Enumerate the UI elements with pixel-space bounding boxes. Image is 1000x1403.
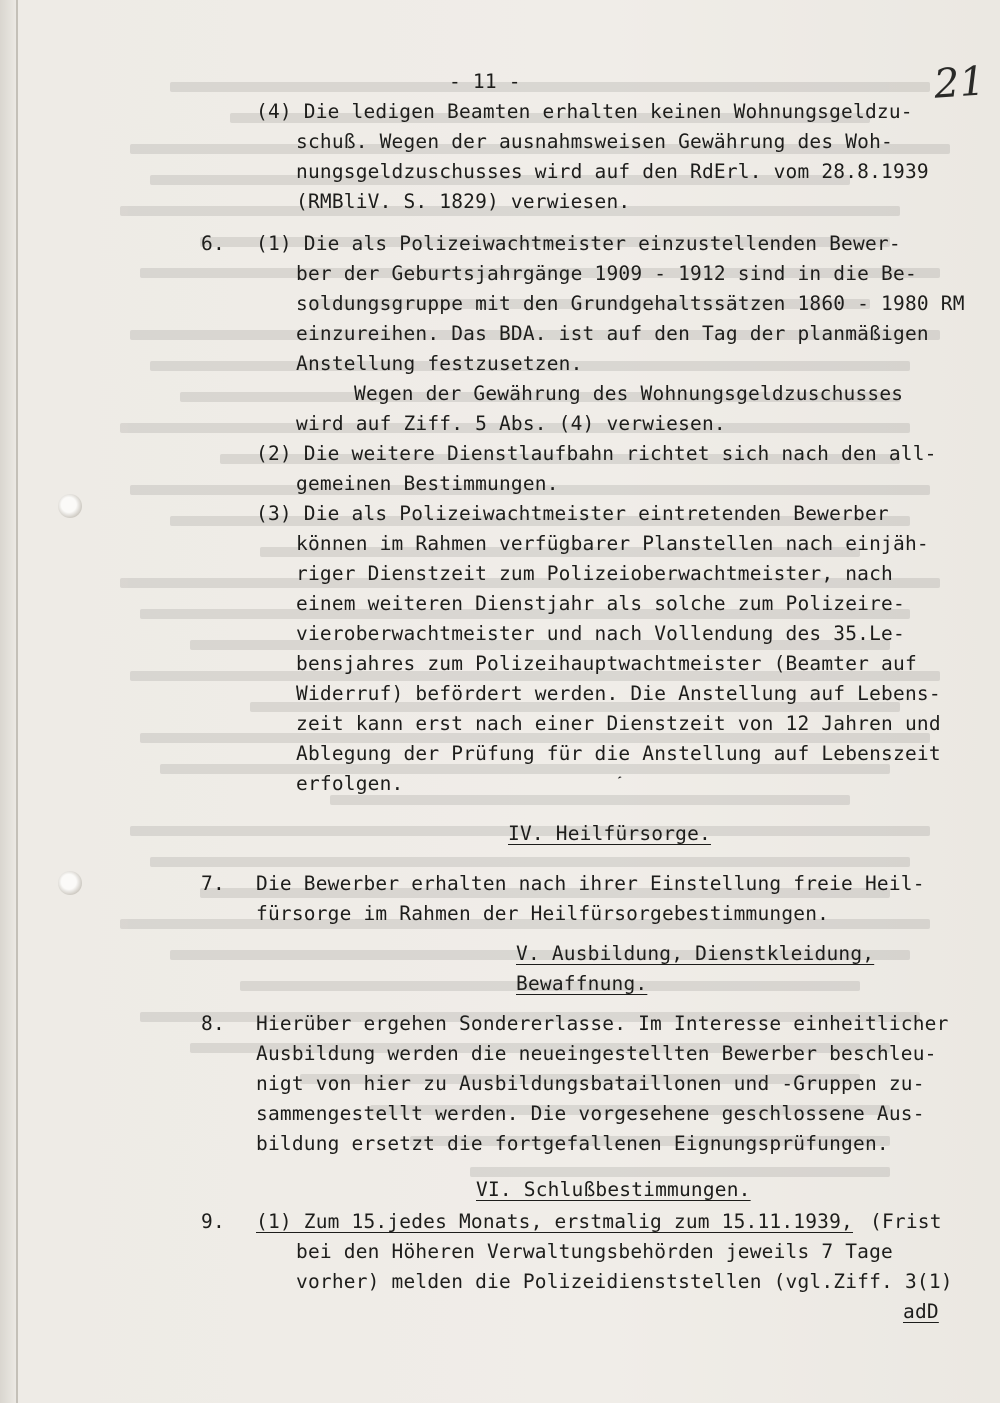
section-number: 9. [201, 1210, 225, 1233]
text-line: nungsgeldzuschusses wird auf den RdErl. vom 28.8.1939 [296, 160, 929, 183]
text-line: einzureihen. Das BDA. ist auf den Tag der planmäßigen [296, 322, 929, 345]
text-line: Anstellung festzusetzen. [296, 352, 583, 375]
text-line: bildung ersetzt die fortgefallenen Eignungsprüfungen. [256, 1132, 889, 1155]
section-heading-heilfuersorge: IV. Heilfürsorge. [508, 822, 711, 845]
text-line: bei den Höheren Verwaltungsbehörden jeweils 7 Tage [296, 1240, 893, 1263]
section-number: 7. [201, 872, 225, 895]
text-line: erfolgen. [296, 772, 404, 795]
text-line: riger Dienstzeit zum Polizeioberwachtmeister, nach [296, 562, 893, 585]
text-line: gemeinen Bestimmungen. [296, 472, 559, 495]
text-line: soldungsgruppe mit den Grundgehaltssätzen 1860 - 1980 RM [296, 292, 965, 315]
text-line: (4) Die ledigen Beamten erhalten keinen Wohnungsgeldzu- [256, 100, 913, 123]
section-number: 8. [201, 1012, 225, 1035]
text-line: vieroberwachtmeister und nach Vollendung des 35.Le- [296, 622, 905, 645]
text-line: können im Rahmen verfügbarer Planstellen nach einjäh- [296, 532, 929, 555]
catchword: adD [903, 1300, 939, 1323]
text-line: Widerruf) befördert werden. Die Anstellung auf Lebens- [296, 682, 941, 705]
section-heading-schlussbestimmungen: VI. Schlußbestimmungen. [476, 1178, 751, 1201]
handwritten-folio-number: 21 [932, 58, 987, 108]
text-line-underlined: (1) Zum 15.jedes Monats, erstmalig zum 15.11.1939, [256, 1210, 853, 1233]
text-line: (3) Die als Polizeiwachtmeister eintretenden Bewerber [256, 502, 889, 525]
text-line: (1) Die als Polizeiwachtmeister einzustellenden Bewer- [256, 232, 901, 255]
page-edge-shadow [16, 0, 18, 1403]
section-heading-ausbildung: V. Ausbildung, Dienstkleidung, [516, 942, 875, 965]
text-line: bensjahres zum Polizeihauptwachtmeister (Beamter auf [296, 652, 917, 675]
pencil-tick-mark: ˊ [608, 771, 627, 796]
text-line: fürsorge im Rahmen der Heilfürsorgebestimmungen. [256, 902, 830, 925]
punch-hole-upper [58, 494, 82, 518]
text-line: (RMBliV. S. 1829) verwiesen. [296, 190, 631, 213]
text-line: sammengestellt werden. Die vorgesehene geschlossene Aus- [256, 1102, 925, 1125]
text-line: (2) Die weitere Dienstlaufbahn richtet sich nach den all- [256, 442, 937, 465]
text-line: nigt von hier zu Ausbildungsbataillonen und -Gruppen zu- [256, 1072, 925, 1095]
text-line: Ablegung der Prüfung für die Anstellung auf Lebenszeit [296, 742, 941, 765]
text-line: Ausbildung werden die neueingestellten Bewerber beschleu- [256, 1042, 937, 1065]
text-line: Wegen der Gewährung des Wohnungsgeldzuschusses [354, 382, 904, 405]
text-line: wird auf Ziff. 5 Abs. (4) verwiesen. [296, 412, 726, 435]
section-heading-bewaffnung: Bewaffnung. [516, 972, 648, 995]
text-line: vorher) melden die Polizeidienststellen (vgl.Ziff. 3(1) [296, 1270, 953, 1293]
section-number: 6. [201, 232, 225, 255]
text-line: Die Bewerber erhalten nach ihrer Einstellung freie Heil- [256, 872, 925, 895]
punch-hole-lower [58, 871, 82, 895]
text-line: schuß. Wegen der ausnahmsweisen Gewährung des Woh- [296, 130, 893, 153]
text-line: Hierüber ergehen Sondererlasse. Im Interesse einheitlicher [256, 1012, 949, 1035]
text-line: (Frist [870, 1210, 942, 1233]
text-line: ber der Geburtsjahrgänge 1909 - 1912 sind in die Be- [296, 262, 917, 285]
page-number: - 11 - [449, 70, 521, 93]
text-line: einem weiteren Dienstjahr als solche zum Polizeire- [296, 592, 905, 615]
text-line: zeit kann erst nach einer Dienstzeit von 12 Jahren und [296, 712, 941, 735]
